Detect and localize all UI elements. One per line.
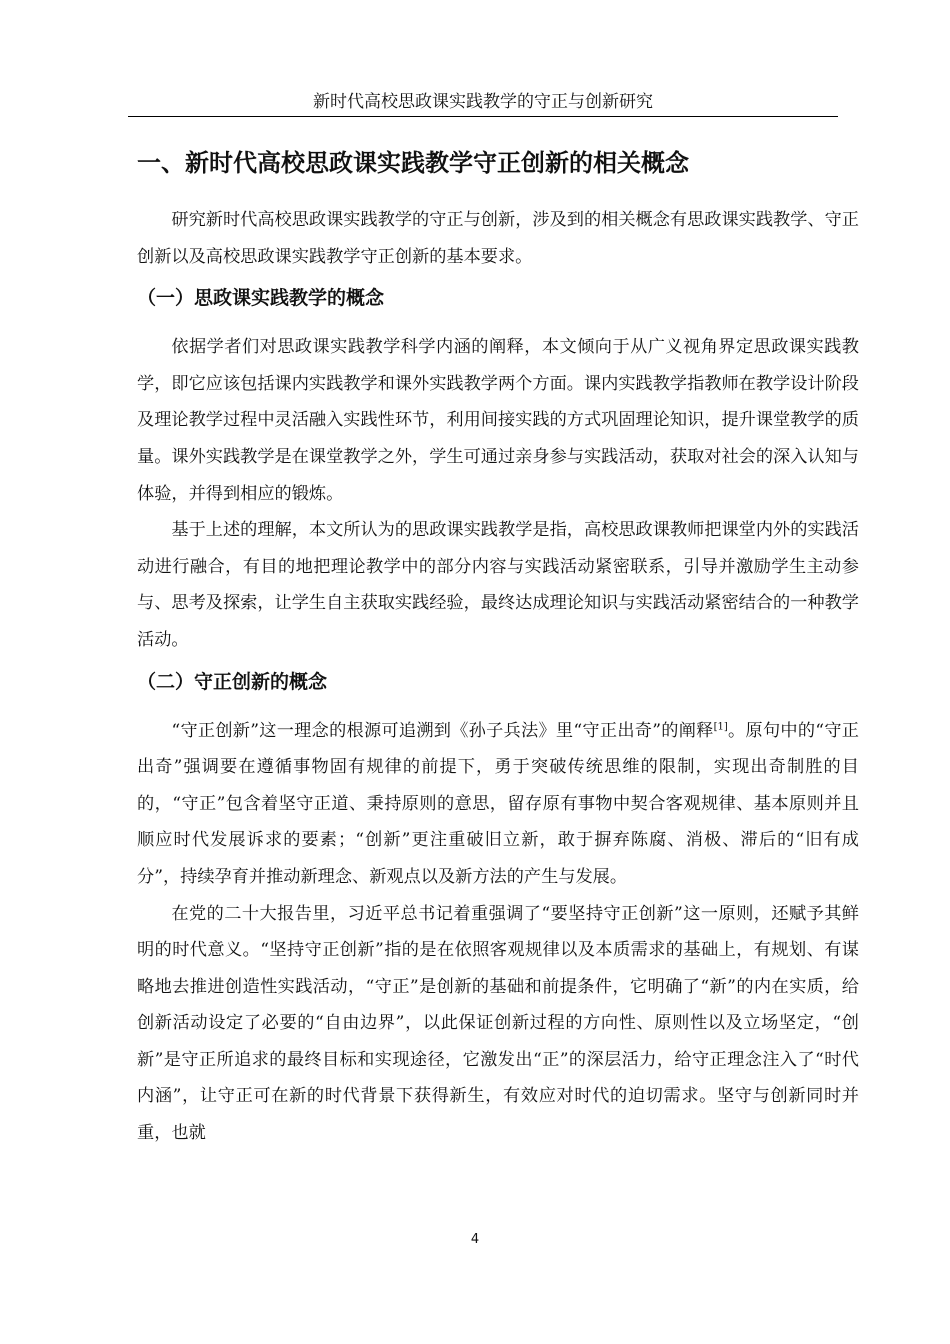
paragraph: 基于上述的理解，本文所认为的思政课实践教学是指，高校思政课教师把课堂内外的实践活动进行融合，有目的地把理论教学中的部分内容与实践活动紧密联系，引导并激励学生主动参与、思考及探索，让学生自主获取实践经验，最终达成理论知识与实践活动紧密结合的一种教学活动。 bbox=[137, 520, 859, 650]
header-rule bbox=[128, 116, 838, 117]
citation-ref[interactable]: [1] bbox=[713, 720, 728, 732]
page-number: 4 bbox=[470, 1232, 480, 1247]
page-body bbox=[137, 144, 859, 1152]
paragraph: 在党的二十大报告里，习近平总书记着重强调了“要坚持守正创新”这一原则，还赋予其鲜明的时代意义。“坚持守正创新”指的是在依照客观规律以及本质需求的基础上，有规划、有谋略地去推进创造性实践活动，“守正”是创新的基础和前提条件，它明确了“新”的内在实质，给创新活动设定了必要的“自由边界”，以此保证创新过程的方向性、原则性以及立场坚定，“创新”是守正所追求的最终目标和实现途径，它激发出“正”的深层活力，给守正理念注入了“时代内涵”，让守正可在新的时代背景下获得新生，有效应对时代的迫切需求。坚守与创新同时并重，也就 bbox=[137, 903, 859, 1144]
intro-paragraph: 研究新时代高校思政课实践教学的守正与创新，涉及到的相关概念有思政课实践教学、守正创新以及高校思政课实践教学守正创新的基本要求。 bbox=[137, 210, 859, 267]
paragraph-text: “守正创新”这一理念的根源可追溯到《孙子兵法》里“守正出奇”的阐释 bbox=[171, 720, 714, 741]
paragraph: 依据学者们对思政课实践教学科学内涵的阐释，本文倾向于从广义视角界定思政课实践教学，即它应该包括课内实践教学和课外实践教学两个方面。课内实践教学指教师在教学设计阶段及理论教学过程中灵活融入实践性环节，利用间接实践的方式巩固理论知识，提升课堂教学的质量。课外实践教学是在课堂教学之外，学生可通过亲身参与实践活动，获取对社会的深入认知与体验，并得到相应的锻炼。 bbox=[137, 337, 859, 504]
section-heading: 一、新时代高校思政课实践教学守正创新的相关概念 bbox=[137, 149, 689, 177]
paragraph-text: 。原句中的“守正出奇”强调要在遵循事物固有规律的前提下，勇于突破传统思维的限制，实现出奇制胜的目的，“守正”包含着坚守正道、秉持原则的意思，留存原有事物中契合客观规律、基本原则并且顺应时代发展诉求的要素；“创新”更注重破旧立新，敢于摒弃陈腐、消极、滞后的“旧有成分”，持续孕育并推动新理念、新观点以及新方法的产生与发展。 bbox=[137, 720, 859, 887]
paragraph-with-citation bbox=[137, 713, 859, 896]
subsection-heading-2: （二）守正创新的概念 bbox=[137, 670, 328, 693]
subsection-heading-1: （一）思政课实践教学的概念 bbox=[137, 287, 385, 310]
running-header: 新时代高校思政课实践教学的守正与创新研究 bbox=[313, 92, 653, 112]
